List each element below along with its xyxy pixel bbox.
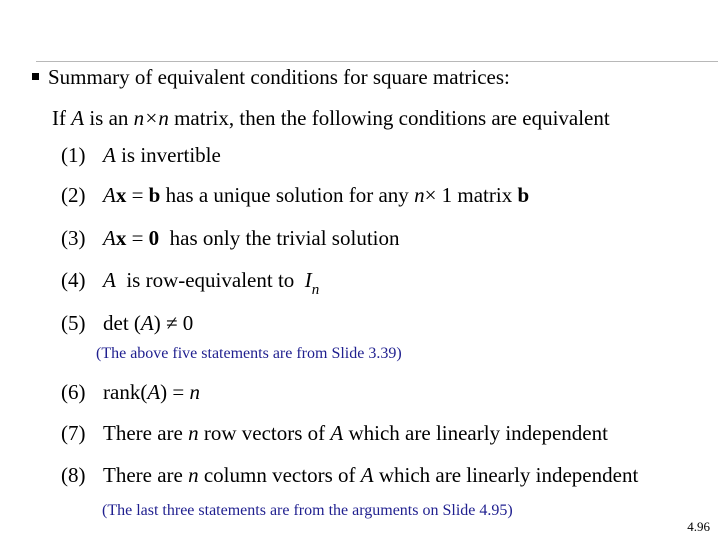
condition-text: ) = [160, 380, 190, 404]
condition-number: (6) [61, 380, 86, 404]
condition-text: A [103, 183, 116, 207]
condition-5 [61, 313, 193, 334]
intro-mid: is an [84, 106, 134, 130]
slide-heading: Summary of equivalent conditions for square matrices: [48, 65, 510, 89]
page-number: 4.96 [687, 519, 710, 534]
condition-text: is invertible [115, 143, 221, 167]
intro-dimension: n×n [133, 106, 169, 130]
condition-number: (5) [61, 311, 86, 335]
identity-subscript: n [311, 282, 320, 298]
condition-2 [61, 185, 529, 206]
condition-text: = [126, 226, 149, 250]
note-first-five: (The above five statements are from Slide 3.39) [96, 345, 402, 362]
intro-matrix-symbol: A [71, 106, 85, 130]
condition-text: 0 [148, 226, 160, 250]
square-bullet-icon [32, 73, 39, 80]
condition-text: = [126, 183, 149, 207]
condition-text: rank( [103, 380, 148, 404]
condition-text: A [103, 268, 116, 292]
condition-text: n [188, 421, 199, 445]
condition-text: x [115, 183, 127, 207]
condition-text: has only the trivial solution [159, 226, 400, 250]
condition-text: A [140, 311, 154, 335]
condition-text: n [414, 183, 425, 207]
condition-3 [61, 228, 399, 249]
condition-text: is row-equivalent to [115, 268, 305, 292]
condition-text: x [115, 226, 127, 250]
condition-text: A [103, 143, 116, 167]
condition-text: b [517, 183, 530, 207]
identity-matrix-symbol: I [304, 268, 312, 292]
condition-text: There are [103, 421, 189, 445]
condition-6 [61, 382, 200, 403]
condition-text: ) [153, 311, 166, 335]
condition-number: (8) [61, 463, 86, 487]
condition-text: A [147, 380, 161, 404]
condition-text: A [330, 421, 344, 445]
condition-number: (2) [61, 183, 86, 207]
intro-prefix: If [52, 106, 72, 130]
condition-1 [61, 145, 221, 166]
condition-text: b [148, 183, 161, 207]
condition-4 [61, 268, 320, 298]
intro-sentence [52, 108, 610, 129]
condition-number: (7) [61, 421, 86, 445]
condition-text: det ( [103, 311, 141, 335]
condition-number: (4) [61, 268, 86, 292]
condition-text: A [360, 463, 374, 487]
condition-text: which are linearly independent [373, 463, 639, 487]
top-divider-rule [36, 61, 718, 62]
condition-number: (3) [61, 226, 86, 250]
condition-text: column vectors of [198, 463, 361, 487]
condition-text: 0 [177, 311, 194, 335]
note-last-three: (The last three statements are from the arguments on Slide 4.95) [102, 502, 513, 519]
condition-text: × 1 matrix [424, 183, 518, 207]
condition-text: has a unique solution for any [160, 183, 415, 207]
intro-suffix: matrix, then the following conditions are equivalent [168, 106, 610, 130]
condition-text: n [189, 380, 200, 404]
condition-text: There are [103, 463, 189, 487]
condition-text: which are linearly independent [343, 421, 608, 445]
condition-text: n [188, 463, 199, 487]
condition-7 [61, 423, 608, 444]
condition-text: A [103, 226, 116, 250]
condition-8 [61, 465, 638, 486]
condition-text: row vectors of [198, 421, 331, 445]
not-equal-symbol: ≠ [165, 311, 178, 335]
condition-number: (1) [61, 143, 86, 167]
